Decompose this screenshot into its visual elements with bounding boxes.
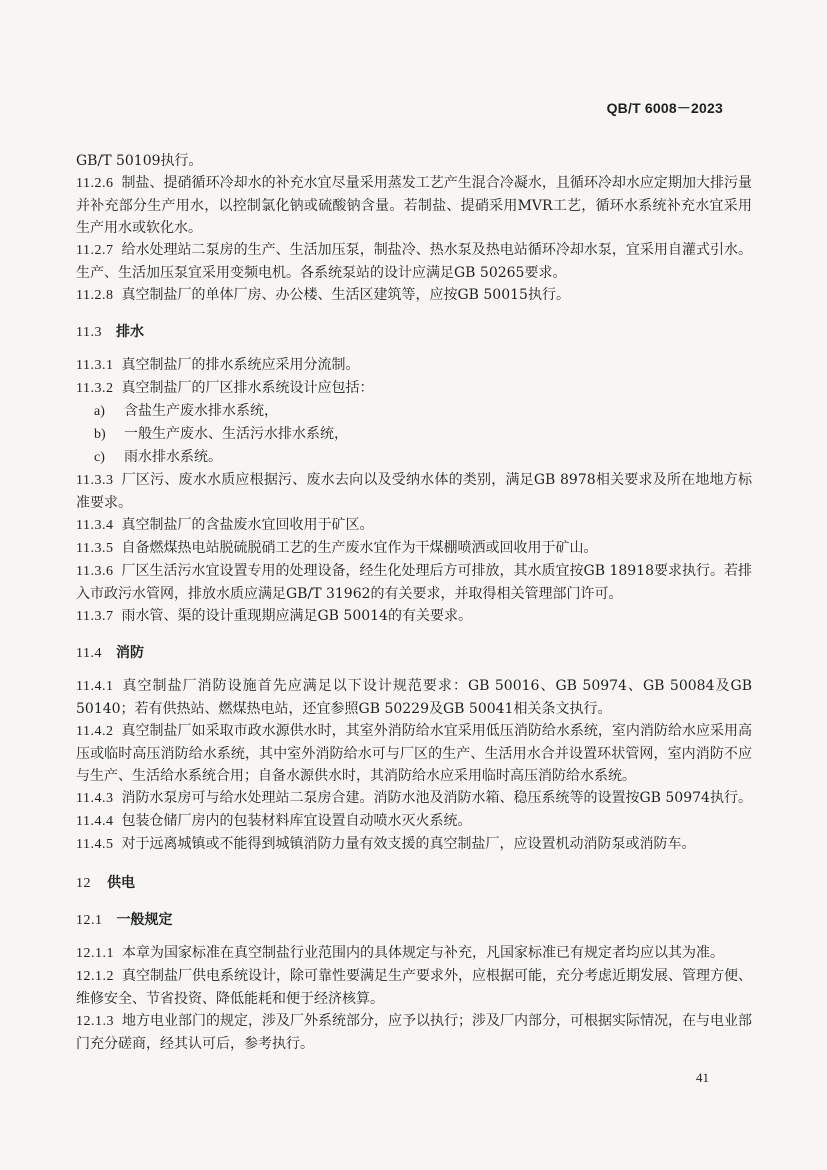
clause-paragraph — [76, 239, 752, 284]
clause-number: 11.3.5 — [76, 541, 114, 556]
clause-text: 厂区生活污水宜设置专用的处理设备，经生化处理后方可排放，其水质宜按GB 18918要求执行。若排入市政污水管网，排放水质应满足GB/T 31962的有关要求，并取得相关管理部门许可。 — [76, 563, 752, 602]
clause-text: 一般规定 — [116, 912, 173, 928]
list-item — [76, 423, 752, 446]
clause-paragraph — [76, 787, 752, 810]
clause-text: 包装仓储厂房内的包装材料库宜设置自动喷水灭火系统。 — [121, 813, 472, 829]
clause-paragraph — [76, 354, 752, 377]
standard-code-header: QB/T 6008－2023 — [606, 100, 723, 116]
clause-text: 真空制盐厂消防设施首先应满足以下设计规范要求：GB 50016、GB 50974、GB 50084及GB 50140；若有供热站、燃煤热电站，还宜参照GB 50229及GB 50041相关条文执行。 — [76, 678, 752, 717]
clause-number: 11.4.5 — [76, 837, 114, 852]
clause-paragraph — [76, 942, 752, 965]
clause-paragraph — [76, 675, 752, 720]
clause-text: 地方电业部门的规定，涉及厂外系统部分，应予以执行；涉及厂内部分，可根据实际情况，在与电业部门充分磋商，经其认可后，参考执行。 — [76, 1013, 752, 1052]
clause-paragraph — [76, 965, 752, 1010]
clause-number: 11.4.2 — [76, 724, 114, 739]
clause-number: 12.1.1 — [76, 946, 114, 961]
clause-text: 真空制盐厂供电系统设计，除可靠性要满足生产要求外，应根据可能，充分考虑近期发展、管理方便、维修安全、节省投资、降低能耗和便于经济核算。 — [76, 968, 752, 1007]
clause-text: 真空制盐厂的单体厂房、办公楼、生活区建筑等，应按GB 50015执行。 — [121, 287, 570, 303]
clause-text: 消防水泵房可与给水处理站二泵房合建。消防水池及消防水箱、稳压系统等的设置按GB 50974执行。 — [121, 790, 752, 806]
clause-paragraph — [76, 833, 752, 856]
clause-paragraph — [76, 605, 752, 628]
clause-number: 11.3.1 — [76, 358, 114, 373]
clause-text: 雨水排水系统。 — [124, 449, 222, 465]
clause-text: 本章为国家标准在真空制盐行业范围内的具体规定与补充，凡国家标准已有规定者均应以其为准。 — [122, 945, 724, 961]
clause-number: 11.4 — [76, 646, 102, 661]
clause-text: 雨水管、渠的设计重现期应满足GB 50014的有关要求。 — [121, 608, 472, 624]
clause-number: 11.4.4 — [76, 814, 114, 829]
page-number: 41 — [696, 1070, 709, 1085]
clause-number: 12.1.3 — [76, 1014, 114, 1029]
clause-paragraph — [76, 172, 752, 239]
clause-number: 11.2.8 — [76, 288, 114, 303]
section-heading — [76, 909, 752, 932]
clause-text: 含盐生产废水排水系统， — [124, 403, 278, 419]
clause-number: 11.3.2 — [76, 381, 114, 396]
chapter-heading — [76, 872, 752, 895]
clause-paragraph — [76, 1010, 752, 1055]
clause-number: 11.3.4 — [76, 518, 114, 533]
clause-paragraph — [76, 560, 752, 605]
clause-text: 厂区污、废水水质应根据污、废水去向以及受纳水体的类别，满足GB 8978相关要求及所在地地方标准要求。 — [76, 472, 752, 511]
clause-text: 真空制盐厂的厂区排水系统设计应包括： — [121, 380, 374, 396]
clause-number: 12.1.2 — [76, 969, 114, 984]
clause-number: 11.3 — [76, 325, 102, 340]
clause-number: 11.3.7 — [76, 609, 114, 624]
clause-paragraph — [76, 469, 752, 514]
clause-text: GB/T 50109执行。 — [76, 153, 203, 169]
section-heading — [76, 321, 752, 344]
clause-number: 11.3.3 — [76, 473, 114, 488]
clause-text: 真空制盐厂的含盐废水宜回收用于矿区。 — [121, 517, 374, 533]
section-heading — [76, 642, 752, 665]
clause-text: 真空制盐厂的排水系统应采用分流制。 — [121, 357, 360, 373]
clause-text: 真空制盐厂如采取市政水源供水时，其室外消防给水宜采用低压消防给水系统，室内消防给水应采用高压或临时高压消防给水系统，其中室外消防给水可与厂区的生产、生活用水合并设置环状管网，室内消防不应与生产、生活给水系统合用；自备水源供水时，其消防给水应采用临时高压消防给水系统。 — [76, 723, 752, 784]
clause-number: 11.3.6 — [76, 564, 114, 579]
clause-paragraph — [76, 514, 752, 537]
clause-text: 一般生产废水、生活污水排水系统， — [124, 426, 348, 442]
clause-number: 11.2.7 — [76, 243, 114, 258]
clause-number: 11.2.6 — [76, 176, 114, 191]
clause-paragraph — [76, 810, 752, 833]
list-item — [76, 400, 752, 423]
list-letter: c) — [94, 450, 105, 465]
list-letter: b) — [94, 427, 106, 442]
clause-text: 排水 — [115, 324, 144, 340]
clause-number: 12.1 — [76, 913, 103, 928]
clause-paragraph — [76, 150, 752, 172]
clause-text: 给水处理站二泵房的生产、生活加压泵，制盐冷、热水泵及热电站循环冷却水泵，宜采用自灌式引水。生产、生活加压泵宜采用变频电机。各系统泵站的设计应满足GB 50265要求。 — [76, 242, 752, 281]
clause-text: 消防 — [115, 645, 144, 661]
list-item — [76, 446, 752, 469]
clause-number: 11.4.3 — [76, 791, 114, 806]
clause-text: 对于远离城镇或不能得到城镇消防力量有效支援的真空制盐厂，应设置机动消防泵或消防车。 — [121, 836, 696, 852]
clause-number: 11.4.1 — [76, 679, 114, 694]
clause-text: 制盐、提硝循环冷却水的补充水宜尽量采用蒸发工艺产生混合冷凝水，且循环冷却水应定期加大排污量并补充部分生产用水，以控制氯化钠或硫酸钠含量。若制盐、提硝采用MVR工艺，循环水系统补充水宜采用生产用水或软化水。 — [76, 175, 752, 236]
clause-paragraph — [76, 377, 752, 400]
clause-paragraph — [76, 284, 752, 307]
clause-text: 自备燃煤热电站脱硫脱硝工艺的生产废水宜作为干煤棚喷洒或回收用于矿山。 — [121, 540, 598, 556]
clause-paragraph — [76, 720, 752, 787]
clause-number: 12 — [76, 876, 91, 891]
list-letter: a) — [94, 404, 105, 419]
document-body — [76, 150, 752, 1055]
clause-paragraph — [76, 537, 752, 560]
clause-text: 供电 — [107, 875, 135, 891]
